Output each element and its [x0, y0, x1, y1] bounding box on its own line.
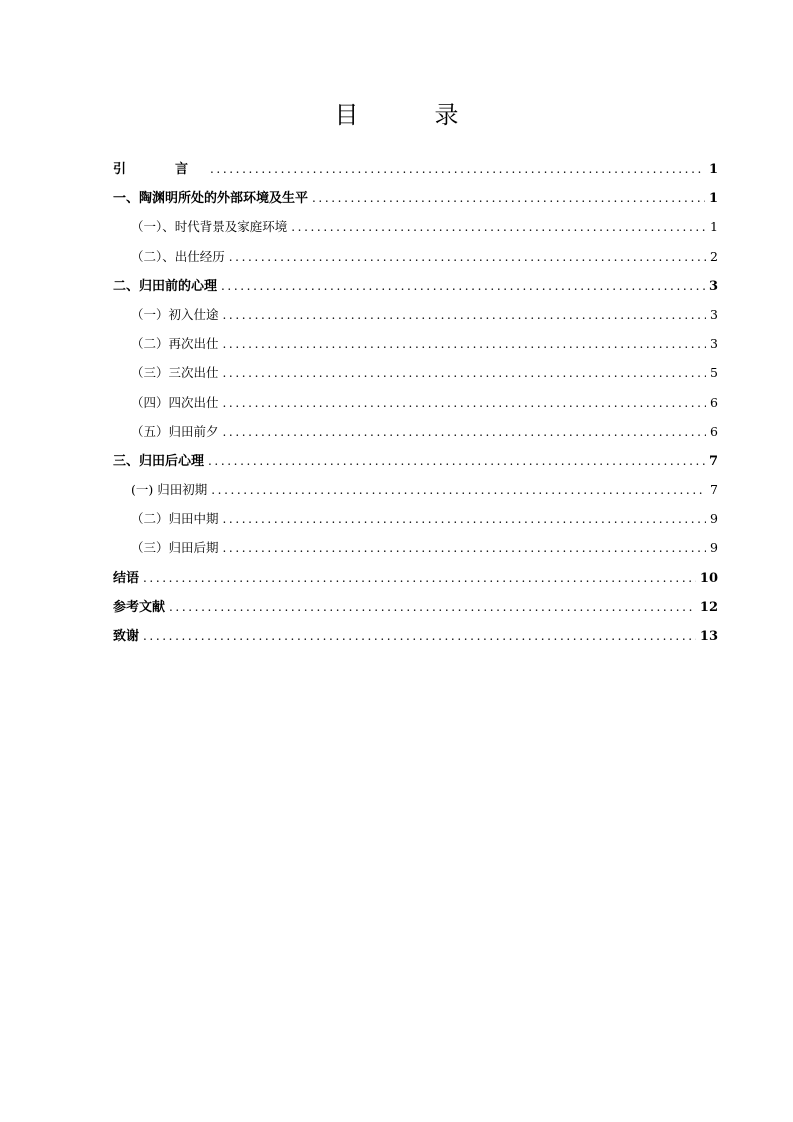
toc-entry-page: 1	[708, 162, 718, 177]
toc-entry-page: 1	[710, 219, 718, 235]
toc-entry-label: 一、陶渊明所处的外部环境及生平	[113, 191, 309, 207]
toc-entry-label: （二）、出仕经历	[131, 248, 225, 264]
toc-leader-dots	[169, 594, 696, 620]
toc-entry-label: 三、归田后心理	[113, 453, 205, 469]
toc-entry-label: （二）再次出仕	[131, 336, 219, 352]
toc-entry-label: 引 言	[113, 162, 207, 177]
toc-entry-page: 10	[699, 570, 718, 586]
toc-entry-label: （三）三次出仕	[131, 365, 219, 381]
toc-entry-page: 6	[710, 394, 718, 410]
toc-entry-label: 二、归田前的心理	[113, 278, 218, 294]
toc-leader-dots	[312, 185, 705, 211]
toc-entry-label: (一) 归田初期	[131, 482, 208, 498]
toc-entry-page: 9	[710, 540, 718, 556]
toc-entry-page: 12	[699, 599, 718, 615]
toc-entry-page: 13	[699, 629, 718, 644]
toc-entry-page: 7	[710, 482, 718, 498]
toc-entry-section-2-3[interactable]	[113, 360, 718, 389]
toc-entry-label: 致谢	[113, 629, 140, 644]
toc-entry-chapter-2[interactable]	[113, 273, 718, 302]
toc-entry-page: 7	[708, 453, 718, 469]
toc-leader-dots	[211, 477, 706, 503]
toc-entry-label: （五）归田前夕	[131, 423, 219, 439]
toc-entry-label: 参考文献	[113, 599, 166, 615]
toc-leader-dots	[210, 156, 705, 182]
toc-leader-dots	[223, 331, 707, 357]
toc-entry-label: （一）、时代背景及家庭环境	[131, 219, 288, 235]
toc-entry-section-1-2[interactable]	[113, 244, 718, 273]
toc-entry-section-2-4[interactable]	[113, 390, 718, 419]
toc-leader-dots	[223, 390, 707, 416]
toc-entry-section-2-5[interactable]	[113, 419, 718, 448]
toc-entry-intro[interactable]	[113, 156, 718, 185]
toc-leader-dots	[229, 244, 706, 270]
toc-entry-page: 9	[710, 511, 718, 527]
toc-entry-section-3-2[interactable]	[113, 506, 718, 535]
toc-entry-section-2-2[interactable]	[113, 331, 718, 360]
toc-entry-section-3-1[interactable]	[113, 477, 718, 506]
toc-entry-section-3-3[interactable]	[113, 535, 718, 564]
toc-entry-chapter-3[interactable]	[113, 448, 718, 477]
toc-entry-references[interactable]	[113, 594, 718, 623]
toc-leader-dots	[223, 506, 707, 532]
page-title: 目 录	[334, 101, 485, 129]
toc-leader-dots	[223, 302, 707, 328]
toc-entry-page: 3	[708, 278, 718, 294]
toc-entry-section-2-1[interactable]	[113, 302, 718, 331]
toc-leader-dots	[143, 565, 696, 591]
toc-entry-label: （二）归田中期	[131, 511, 219, 527]
toc-entry-page: 2	[710, 248, 718, 264]
toc-entry-page: 1	[708, 191, 718, 207]
toc-entry-label: （三）归田后期	[131, 540, 219, 556]
toc-entry-page: 3	[710, 336, 718, 352]
toc-leader-dots	[223, 535, 707, 561]
toc-entry-label: （一）初入仕途	[131, 306, 219, 322]
toc-entry-page: 3	[710, 306, 718, 322]
toc-leader-dots	[221, 273, 705, 299]
toc-entry-acknowledgements[interactable]	[113, 623, 718, 652]
toc-entry-label: （四）四次出仕	[131, 394, 219, 410]
toc-entry-section-1-1[interactable]	[113, 214, 718, 243]
toc-entry-page: 5	[710, 365, 718, 381]
toc-leader-dots	[223, 419, 707, 445]
toc-leader-dots	[208, 448, 705, 474]
toc-entry-page: 6	[710, 423, 718, 439]
table-of-contents	[113, 156, 718, 652]
toc-leader-dots	[291, 214, 706, 240]
toc-leader-dots	[143, 623, 696, 649]
toc-entry-label: 结语	[113, 570, 140, 586]
toc-leader-dots	[223, 360, 707, 386]
toc-entry-chapter-1[interactable]	[113, 185, 718, 214]
toc-entry-conclusion[interactable]	[113, 565, 718, 594]
